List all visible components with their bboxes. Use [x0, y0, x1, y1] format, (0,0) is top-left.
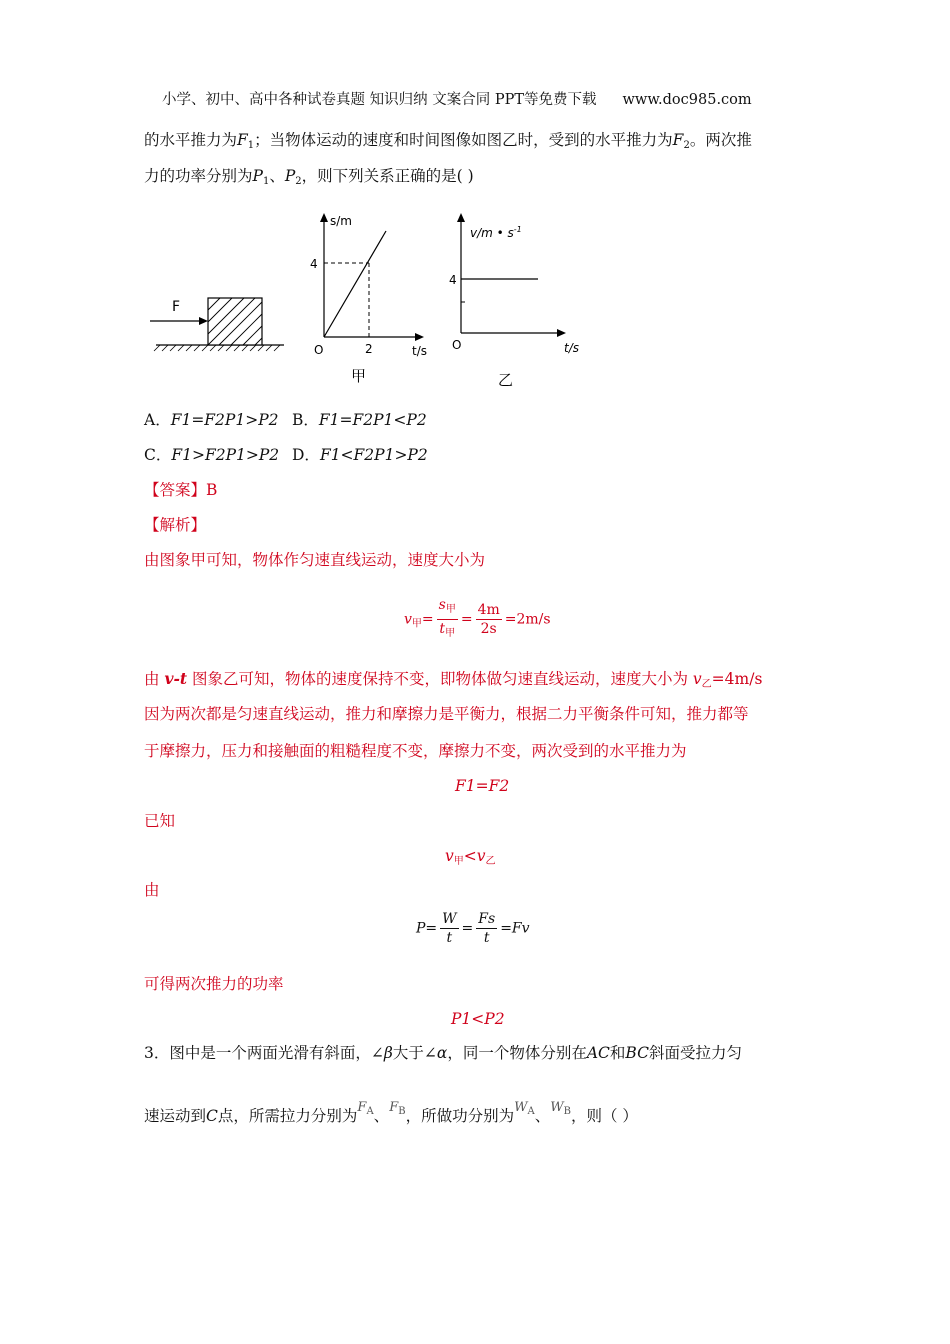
graph-jia — [310, 213, 427, 385]
answer: 【答案】B — [144, 481, 218, 499]
force-label: F — [172, 299, 181, 315]
analysis-p3: 因为两次都是匀速直线运动，推力和摩擦力是平衡力，根据二力平衡条件可知，推力都等 — [144, 705, 749, 723]
caption-jia: 甲 — [351, 367, 367, 385]
svg-text:4: 4 — [310, 257, 318, 271]
analysis-p1: 由图象甲可知，物体作匀速直线运动，速度大小为 — [144, 551, 486, 569]
equation-f1-f2: F1=F2 — [455, 777, 510, 795]
analysis-p4: 于摩擦力，压力和接触面的粗糙程度不变，摩擦力不变，两次受到的水平推力为 — [144, 742, 687, 760]
svg-text:O: O — [314, 343, 324, 357]
svg-text:2: 2 — [365, 342, 373, 356]
analysis-p5: 已知 — [144, 812, 176, 830]
option-b[interactable]: B．F1=F2P1<P2 — [292, 411, 427, 429]
option-c[interactable]: C．F1>F2P1>P2 — [144, 446, 280, 464]
svg-text:v/m • s-1: v/m • $s^{-1}$ — [470, 225, 522, 240]
svg-text:s/m: s/m — [330, 214, 352, 228]
q3-line-1: 3．图中是一个两面光滑有斜面，∠β大于∠α，同一个物体分别在AC和BC斜面受拉力匀 — [144, 1044, 742, 1062]
option-d[interactable]: D．F1<F2P1>P2 — [292, 446, 428, 464]
analysis-p2: 由 v-t 图象乙可知，物体的速度保持不变，即物体做匀速直线运动，速度大小为 $v_乙=4m/s$ — [144, 669, 763, 690]
svg-text:O: O — [452, 338, 462, 352]
question-line-2: 力的功率分别为$P_1$、$P_2$，则下列关系正确的是( ) — [144, 167, 474, 187]
analysis-p7: 可得两次推力的功率 — [144, 975, 284, 993]
equation-v-compare: $v_甲<v_乙$ — [445, 847, 496, 867]
block-diagram — [150, 298, 284, 351]
header-url[interactable]: www.doc985.com — [622, 92, 752, 108]
equation-power: P= $\frac{W}{t}$ = $\frac{Fs}{t}$ =Fv — [416, 911, 530, 946]
page-header — [162, 88, 752, 109]
svg-text:t/s: t/s — [564, 341, 579, 355]
question-line-1: 的水平推力为$F_1$；当物体运动的速度和时间图像如图乙时，受到的水平推力为$F_2$。两次推 — [144, 131, 752, 151]
analysis-label: 【解析】 — [144, 516, 207, 534]
caption-yi: 乙 — [498, 371, 514, 389]
equation-p1-p2: P1<P2 — [451, 1010, 505, 1028]
analysis-p6: 由 — [144, 881, 160, 899]
question-figure — [140, 205, 600, 400]
header-text: 小学、初中、高中各种试卷真题 知识归纳 文案合同 PPT等免费下载 — [162, 92, 597, 108]
svg-text:4: 4 — [449, 273, 457, 287]
option-a[interactable]: A．F1=F2P1>P2 — [144, 411, 279, 429]
equation-v-jia: $v_甲=$ $\frac{s_甲}{t_甲}$ = $\frac{4m}{2s}$ =2m/s — [404, 597, 551, 639]
svg-text:t/s: t/s — [412, 344, 427, 358]
q3-line-2: 速运动到C点，所需拉力分别为$^{F_A}$、$^{F_B}$，所做功分别为$^{W_A}$、$^{W_B}$，则（ ） — [144, 1100, 638, 1125]
graph-yi — [449, 213, 579, 389]
